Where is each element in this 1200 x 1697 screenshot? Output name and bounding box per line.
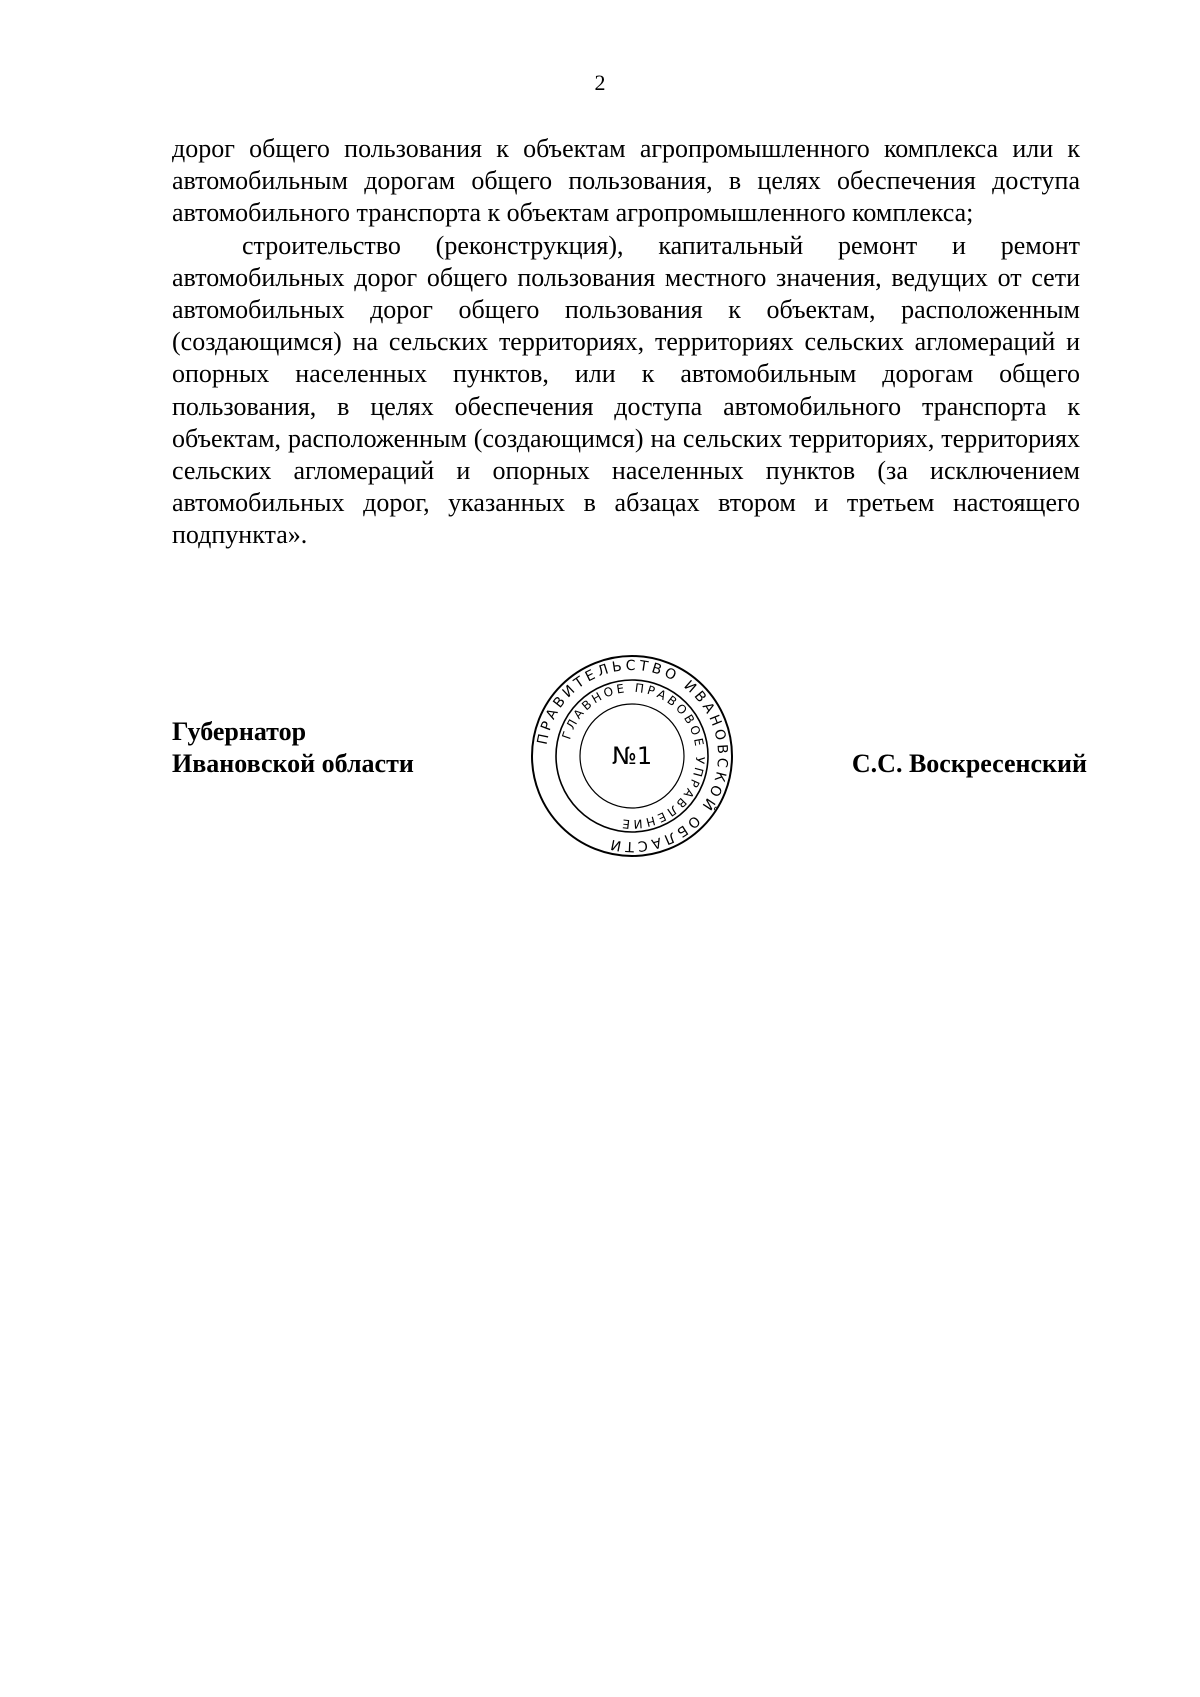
official-stamp bbox=[527, 651, 737, 861]
page-number: 2 bbox=[594, 70, 606, 95]
stamp-outer-text: ПРАВИТЕЛЬСТВО ИВАНОВСКОЙ ОБЛАСТИ bbox=[534, 657, 731, 855]
signatory-title bbox=[172, 716, 414, 780]
signatory-name: С.С. Воскресенский bbox=[851, 749, 1087, 778]
stamp-inner-text: ГЛАВНОЕ ПРАВОВОЕ УПРАВЛЕНИЕ bbox=[559, 680, 708, 832]
paragraph: дорог общего пользования к объектам агропромышленного комплекса или к автомобильным дорогам общего пользования, в целях обеспечения доступа автомобильного транспорта к объектам агропромышленного комплекса; bbox=[172, 134, 1080, 228]
document-body bbox=[172, 133, 1080, 552]
signatory-title-line: Ивановской области bbox=[172, 749, 414, 778]
signatory-title-line: Губернатор bbox=[172, 717, 307, 746]
paragraph: строительство (реконструкция), капитальный ремонт и ремонт автомобильных дорог общего пользования местного значения, ведущих от сети автомобильных дорог общего пользования к объектам, расположенным (создающимся) на сельских территориях, территориях сельских агломераций и опорных населенных пунктов, или к автомобильным дорогам общего пользования, в целях обеспечения доступа автомобильного транспорта к объектам, расположенным (создающимся) на сельских территориях, территориях сельских агломераций и опорных населенных пунктов (за исключением автомобильных дорог, указанных в абзацах втором и третьем настоящего подпункта». bbox=[172, 230, 1080, 550]
stamp-center-text: №1 bbox=[611, 742, 653, 770]
